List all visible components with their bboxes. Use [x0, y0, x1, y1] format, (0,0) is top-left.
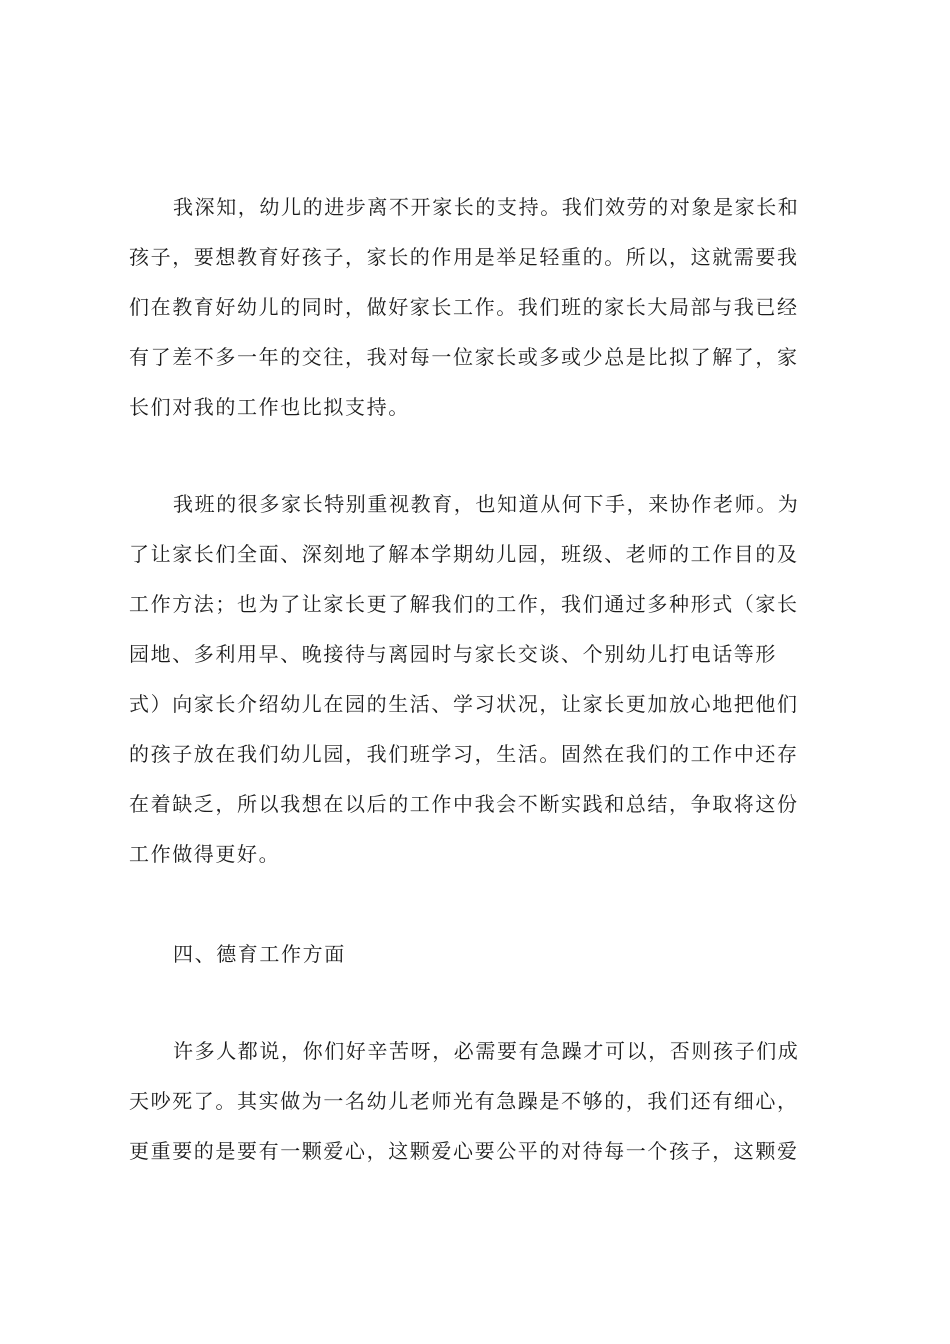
text-line: 许多人都说，你们好辛苦呀，必需要有急躁才可以，否则孩子们成 — [173, 1039, 800, 1063]
text-line: 工作做得更好。 — [129, 842, 281, 866]
text-line: 有了差不多一年的交往，我对每一位家长或多或少总是比拟了解了，家 — [129, 345, 799, 369]
text-line: 了让家长们全面、深刻地了解本学期幼儿园，班级、老师的工作目的及 — [129, 542, 799, 566]
paragraph-moral-education — [129, 1026, 834, 1176]
section-heading-text: 四、德育工作方面 — [173, 942, 346, 966]
text-line: 天吵死了。其实做为一名幼儿老师光有急躁是不够的，我们还有细心， — [129, 1089, 799, 1113]
text-line: 长们对我的工作也比拟支持。 — [129, 395, 410, 419]
paragraph-parent-communication — [129, 479, 834, 879]
text-line: 更重要的是要有一颗爱心，这颗爱心要公平的对待每一个孩子，这颗爱 — [129, 1139, 799, 1163]
text-line: 园地、多利用早、晚接待与离园时与家长交谈、个别幼儿打电话等形 — [129, 642, 777, 666]
text-line: 工作方法；也为了让家长更了解我们的工作，我们通过多种形式（家长 — [129, 592, 799, 616]
text-line: 在着缺乏，所以我想在以后的工作中我会不断实践和总结，争取将这份 — [129, 792, 799, 816]
text-line: 的孩子放在我们幼儿园，我们班学习，生活。固然在我们的工作中还存 — [129, 742, 799, 766]
paragraph-parent-support — [129, 182, 834, 432]
text-line: 式）向家长介绍幼儿在园的生活、学习状况，让家长更加放心地把他们 — [129, 692, 799, 716]
section-heading — [129, 929, 834, 979]
text-line: 们在教育好幼儿的同时，做好家长工作。我们班的家长大局部与我已经 — [129, 295, 799, 319]
text-line: 孩子，要想教育好孩子，家长的作用是举足轻重的。所以，这就需要我 — [129, 245, 799, 269]
text-line: 我深知，幼儿的进步离不开家长的支持。我们效劳的对象是家长和 — [173, 195, 800, 219]
text-line: 我班的很多家长特别重视教育，也知道从何下手，来协作老师。为 — [173, 492, 800, 516]
